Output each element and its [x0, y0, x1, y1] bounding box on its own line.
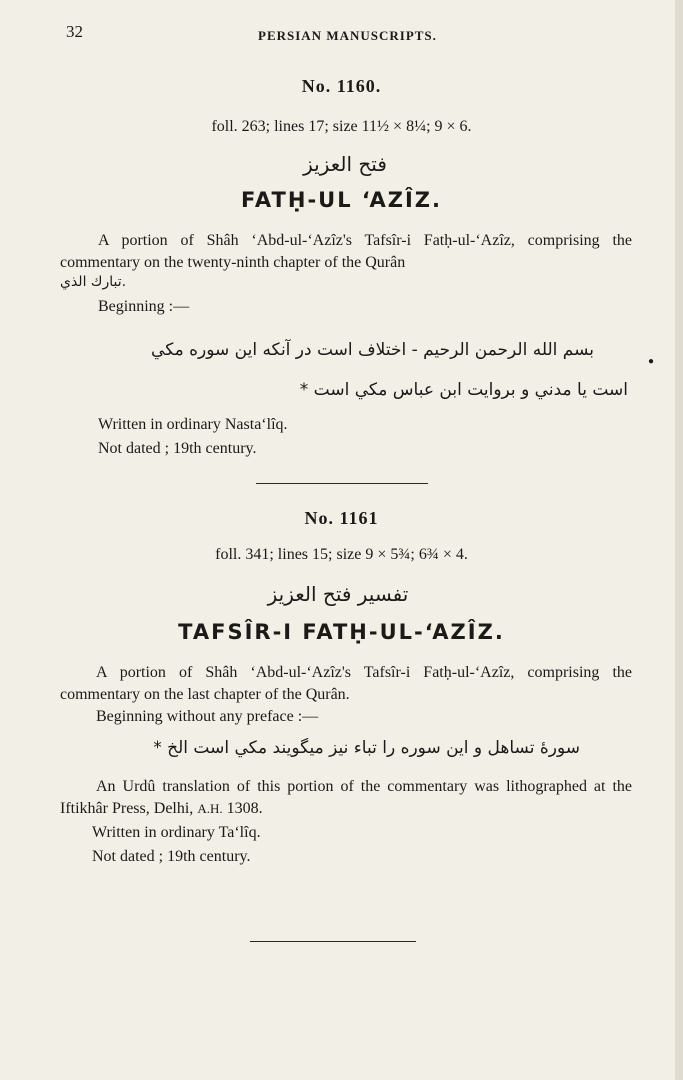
- description-arabic: تبارك الذي.: [60, 274, 127, 290]
- translation-year: 1308.: [226, 800, 263, 817]
- translation-note-text: An Urdû translation of this portion of the commentary was lithographed at the Iftikhâr Press, Delhi,: [60, 778, 632, 817]
- title-arabic: فتح العزيز: [303, 152, 387, 176]
- beginning-arabic-line-1: بسم الله الرحمن الرحيم - اختلاف است در آنكه اين سوره مكي: [151, 340, 594, 360]
- entry-meta: foll. 341; lines 15; size 9 × 5¾; 6¾ × 4.: [215, 546, 468, 563]
- entry-number: No. 1161: [304, 508, 379, 528]
- entry-title: FATḤ-UL ‘AZÎZ.: [241, 188, 442, 212]
- running-head: PERSIAN MANUSCRIPTS.: [258, 28, 437, 43]
- entry-description: A portion of Shâh ‘Abd-ul-‘Azîz's Tafsîr-i Fatḥ-ul-‘Azîz, comprising the commentary on the last chapter of the Qurân.: [60, 664, 632, 703]
- date-note: Not dated ; 19th century.: [98, 440, 257, 457]
- era-abbreviation: A.H.: [197, 801, 223, 816]
- section-divider: [250, 941, 416, 942]
- page-edge: [675, 0, 683, 1080]
- title-arabic: تفسير فتح العزيز: [267, 582, 409, 606]
- page-number: 32: [66, 22, 83, 41]
- translation-note: [60, 776, 632, 820]
- beginning-label: Beginning without any preface :—: [96, 708, 319, 725]
- entry-description: A portion of Shâh ‘Abd-ul-‘Azîz's Tafsîr-i Fatḥ-ul-‘Azîz, comprising the commentary on the twenty-ninth chapter of the Qurân: [60, 232, 632, 271]
- entry-meta: foll. 263; lines 17; size 11½ × 8¼; 9 × 6.: [211, 118, 472, 135]
- beginning-label: Beginning :—: [98, 298, 190, 315]
- beginning-arabic: سورهٔ تساهل و اين سوره را تباء نيز ميگويند مكي است الخ *: [153, 738, 580, 758]
- ink-dot: ●: [648, 356, 655, 367]
- section-divider: [256, 483, 428, 484]
- script-note: Written in ordinary Ta‘lîq.: [92, 824, 261, 841]
- page-header: [66, 18, 626, 48]
- script-note: Written in ordinary Nasta‘lîq.: [98, 416, 288, 433]
- date-note: Not dated ; 19th century.: [92, 848, 251, 865]
- beginning-arabic-line-2: است يا مدني و بروايت ابن عباس مكي است *: [299, 380, 628, 400]
- entry-number: No. 1160.: [301, 76, 382, 96]
- entry-title: TAFSÎR-I FATḤ-UL-‘AZÎZ.: [178, 620, 505, 644]
